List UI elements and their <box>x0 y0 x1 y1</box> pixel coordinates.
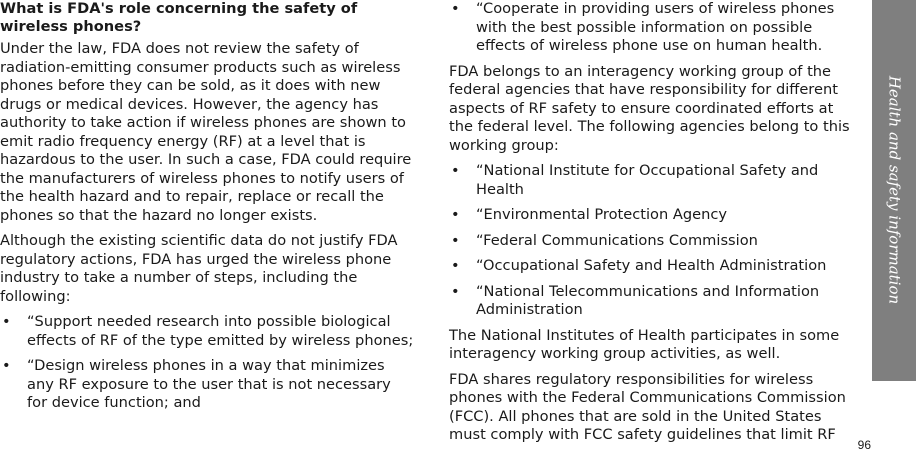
bullet-glyph: • <box>451 206 460 223</box>
list-item-text: “Federal Communications Commission <box>476 231 758 249</box>
list-item <box>449 162 861 199</box>
list-item-text: “Environmental Protection Agency <box>476 206 727 223</box>
left-column <box>0 0 415 420</box>
bullet-glyph: • <box>451 162 460 179</box>
industry-steps-list <box>0 313 415 413</box>
bullet-glyph: • <box>451 282 460 300</box>
list-item-text: “Design wireless phones in a way that minimizes any RF exposure to the user that is not necessary for device function; and <box>27 357 391 411</box>
industry-steps-list-continued <box>449 0 861 56</box>
paragraph-nih: The National Institutes of Health participates in some interagency working group activities, as well. <box>449 326 840 362</box>
list-item <box>449 283 861 320</box>
agencies-list <box>449 162 861 320</box>
list-item-text: “Occupational Safety and Health Administration <box>476 257 827 274</box>
bullet-glyph: • <box>2 313 11 330</box>
paragraph-fcc: FDA shares regulatory responsibilities for wireless phones with the Federal Communications Commission (FCC). All phones that are sold in the United States must comply with FCC safety guidelines that limit RF <box>449 370 846 443</box>
list-item <box>449 257 861 276</box>
list-item <box>449 232 861 251</box>
list-item <box>449 206 861 225</box>
paragraph-fda-urged: Although the existing scientific data do not justify FDA regulatory actions, FDA has urged the wireless phone industry to take a number of steps, including the following: <box>0 232 398 305</box>
bullet-glyph: • <box>451 0 460 17</box>
paragraph-working-group: FDA belongs to an interagency working group of the federal agencies that have responsibility for different aspects of RF safety to ensure coordinated efforts at the federal level. The following agencies belong to this working group: <box>449 62 850 154</box>
right-column <box>449 0 861 452</box>
list-item <box>449 0 861 56</box>
paragraph-fda-law: Under the law, FDA does not review the safety of radiation-emitting consumer products such as wireless phones before they can be sold, as it does with new drugs or medical devices. However, the agency has authority to take action if wireless phones are shown to emit radio frequency energy (RF) at a level that is hazardous to the user. In such a case, FDA could require the manufacturers of wireless phones to notify users of the health hazard and to repair, replace or recall the phones so that the hazard no longer exists. <box>0 40 412 224</box>
list-item <box>0 313 415 350</box>
bullet-glyph: • <box>2 357 11 374</box>
list-item-text: “Cooperate in providing users of wireless phones with the best possible information on possible effects of wireless phone use on human health. <box>476 0 835 54</box>
section-side-tab <box>872 0 916 381</box>
bullet-glyph: • <box>451 231 460 249</box>
list-item <box>0 357 415 413</box>
side-tab-label: Health and safety information <box>885 75 904 305</box>
list-item-text: “National Institute for Occupational Safety and Health <box>476 162 819 198</box>
list-item-text: “Support needed research into possible biological effects of RF of the type emitted by wireless phones; <box>27 313 414 349</box>
bullet-glyph: • <box>451 257 460 274</box>
list-item-text: “National Telecommunications and Information Administration <box>476 282 820 318</box>
section-heading: What is FDA's role concerning the safety of wireless phones? <box>0 0 358 35</box>
page-number: 96 <box>857 438 871 452</box>
